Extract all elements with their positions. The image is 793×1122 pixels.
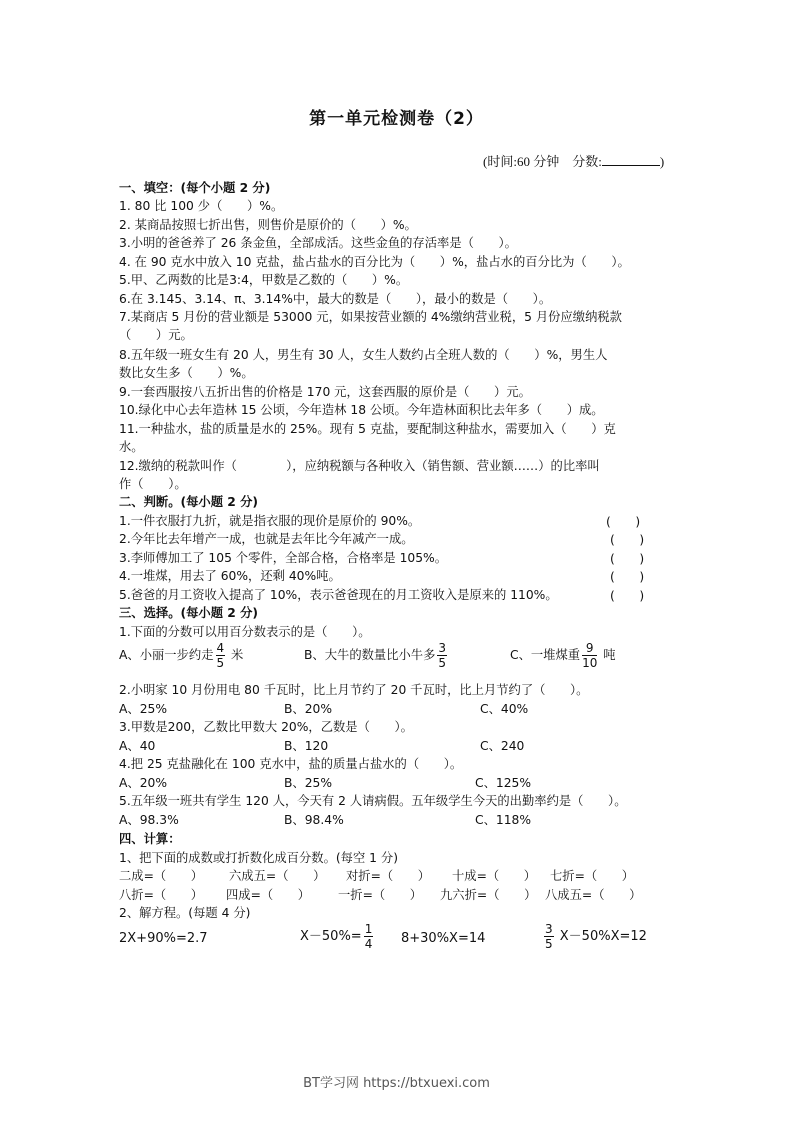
choice-5-option-b: B、98.4% [284,813,344,827]
fraction: $\frac{4}{5}$ [216,641,225,670]
judge-answer-4: ( ) [610,570,645,584]
judge-question-5: 5.爸爸的月工资收入提高了 10%，表示爸爸现在的月工资收入是原来的 110%。 [119,588,558,602]
equation-1: 2X+90%=2.7 [119,931,208,946]
fill-question-6: 6.在 3.145、3.14、π、3.14%中，最大的数是（ ），最小的数是（ ）。 [119,292,552,306]
choice-2-option-b: B、20% [284,702,333,716]
equation-3: 8+30%X=14 [401,931,486,946]
choice-4-option-a: A、20% [119,776,168,790]
choice-3-option-b: B、120 [284,739,329,753]
choice-question-5: 5.五年级一班共有学生 120 人，今天有 2 人请病假。五年级学生今天的出勤率约是（ ）。 [119,794,627,808]
fill-question-2: 2. 某商品按照七折出售，则售价是原价的（ ）%。 [119,218,417,232]
section-4-heading: 四、计算： [119,832,181,846]
equation-4: $\frac{3}{5}$ X－50%X=12 [545,922,647,951]
fill-question-7: 7.某商店 5 月份的营业额是 53000 元，如果按营业额的 4%缴纳营业税，5 月份应缴纳税款 [119,310,622,324]
fill-question-9: 9.一套西服按八五折出售的价格是 170 元，这套西服的原价是（ ）元。 [119,385,531,399]
fill-question-5: 5.甲、乙两数的比是3:4，甲数是乙数的（ ）%。 [119,273,409,287]
footer-watermark: BT学习网 https://btxuexi.com [303,1076,490,1091]
conversion-item: 六成五=（ ） [229,869,326,883]
conversion-item: 四成=（ ） [226,888,311,902]
choice-4-option-b: B、25% [284,776,333,790]
fill-question-7-cont: （ ）元。 [119,328,193,342]
meta-close: ) [659,154,665,169]
choice-5-option-a: A、98.3% [119,813,179,827]
choice-2-option-a: A、25% [119,702,168,716]
conversion-item: 八成五=（ ） [545,888,642,902]
score-blank [602,153,660,166]
conversion-item: 九六折=（ ） [440,888,537,902]
judge-answer-3: ( ) [610,552,645,566]
fraction: $\frac{3}{5}$ [438,641,447,670]
conversion-item: 对折=（ ） [346,869,431,883]
fill-question-11: 11.一种盐水，盐的质量是水的 25%。现有 5 克盐，要配制这种盐水，需要加入（ ）克 [119,422,616,436]
choice-question-4: 4.把 25 克盐融化在 100 克水中，盐的质量占盐水的（ ）。 [119,757,463,771]
conversion-item: 七折=（ ） [550,869,635,883]
time-score-label: (时间:60 分钟 分数: [483,154,602,169]
judge-answer-5: ( ) [610,589,645,603]
fill-question-8-cont: 数比女生多（ ）%。 [119,366,254,380]
fraction: $\frac{3}{5}$ [545,922,553,951]
fill-question-12: 12.缴纳的税款叫作（ ），应纳税额与各种收入（销售额、营业额……）的比率叫 [119,459,600,473]
fill-question-1: 1. 80 比 100 少（ ）%。 [119,199,284,213]
judge-question-1: 1.一件衣服打九折，就是指衣服的现价是原价的 90%。 [119,514,421,528]
judge-answer-2: ( ) [610,533,645,547]
judge-question-2: 2.今年比去年增产一成，也就是去年比今年减产一成。 [119,532,414,546]
choice-question-1: 1.下面的分数可以用百分数表示的是（ ）。 [119,625,371,639]
fill-question-12-cont: 作（ ）。 [119,477,187,491]
calc-part-1-heading: 1、把下面的成数或打折数化成百分数。(每空 1 分) [119,851,398,865]
fill-question-8: 8.五年级一班女生有 20 人，男生有 30 人，女生人数约占全班人数的（ ）%，男生人 [119,348,608,362]
judge-question-4: 4.一堆煤，用去了 60%，还剩 40%吨。 [119,569,341,583]
section-3-heading: 三、选择。(每小题 2 分) [119,606,259,620]
choice-question-2: 2.小明家 10 月份用电 80 千瓦时，比上月节约了 20 千瓦时，比上月节约了（ ）。 [119,683,589,697]
choice-1-option-a: A、小丽一步约走 $\frac{4}{5}$ 米 [119,641,244,670]
exam-meta [483,151,664,170]
page-title: 第一单元检测卷（2） [309,109,484,129]
choice-4-option-c: C、125% [475,776,532,790]
conversion-item: 一折=（ ） [338,888,423,902]
fill-question-4: 4. 在 90 克水中放入 10 克盐，盐占盐水的百分比为（ ）%，盐占水的百分比为（ ）。 [119,255,630,269]
choice-1-option-c: C、一堆煤重 $\frac{9}{10}$ 吨 [510,641,616,670]
choice-3-option-a: A、40 [119,739,156,753]
equation-2: X－50%= $\frac{1}{4}$ [300,922,373,951]
conversion-item: 十成=（ ） [452,869,537,883]
conversion-item: 八折=（ ） [119,888,204,902]
calc-part-2-heading: 2、解方程。(每题 4 分) [119,906,251,920]
choice-1-option-b: B、大牛的数量比小牛多 $\frac{3}{5}$ [304,641,447,670]
fill-question-11-cont: 水。 [119,440,144,454]
fill-question-10: 10.绿化中心去年造林 15 公顷，今年造林 18 公顷。今年造林面积比去年多（ ）成。 [119,403,604,417]
fraction: $\frac{1}{4}$ [364,922,373,951]
choice-3-option-c: C、240 [480,739,525,753]
section-2-heading: 二、判断。(每小题 2 分) [119,495,259,509]
choice-2-option-c: C、40% [480,702,529,716]
choice-5-option-c: C、118% [475,813,532,827]
choice-question-3: 3.甲数是200，乙数比甲数大 20%，乙数是（ ）。 [119,720,413,734]
conversion-item: 二成=（ ） [119,869,204,883]
fill-question-3: 3.小明的爸爸养了 26 条金鱼，全部成活。这些金鱼的存活率是（ ）。 [119,236,517,250]
judge-answer-1: ( ) [606,515,641,529]
fraction: $\frac{9}{10}$ [582,641,598,670]
section-1-heading: 一、填空：(每个小题 2 分) [119,181,271,195]
judge-question-3: 3.李师傅加工了 105 个零件，全部合格，合格率是 105%。 [119,551,448,565]
